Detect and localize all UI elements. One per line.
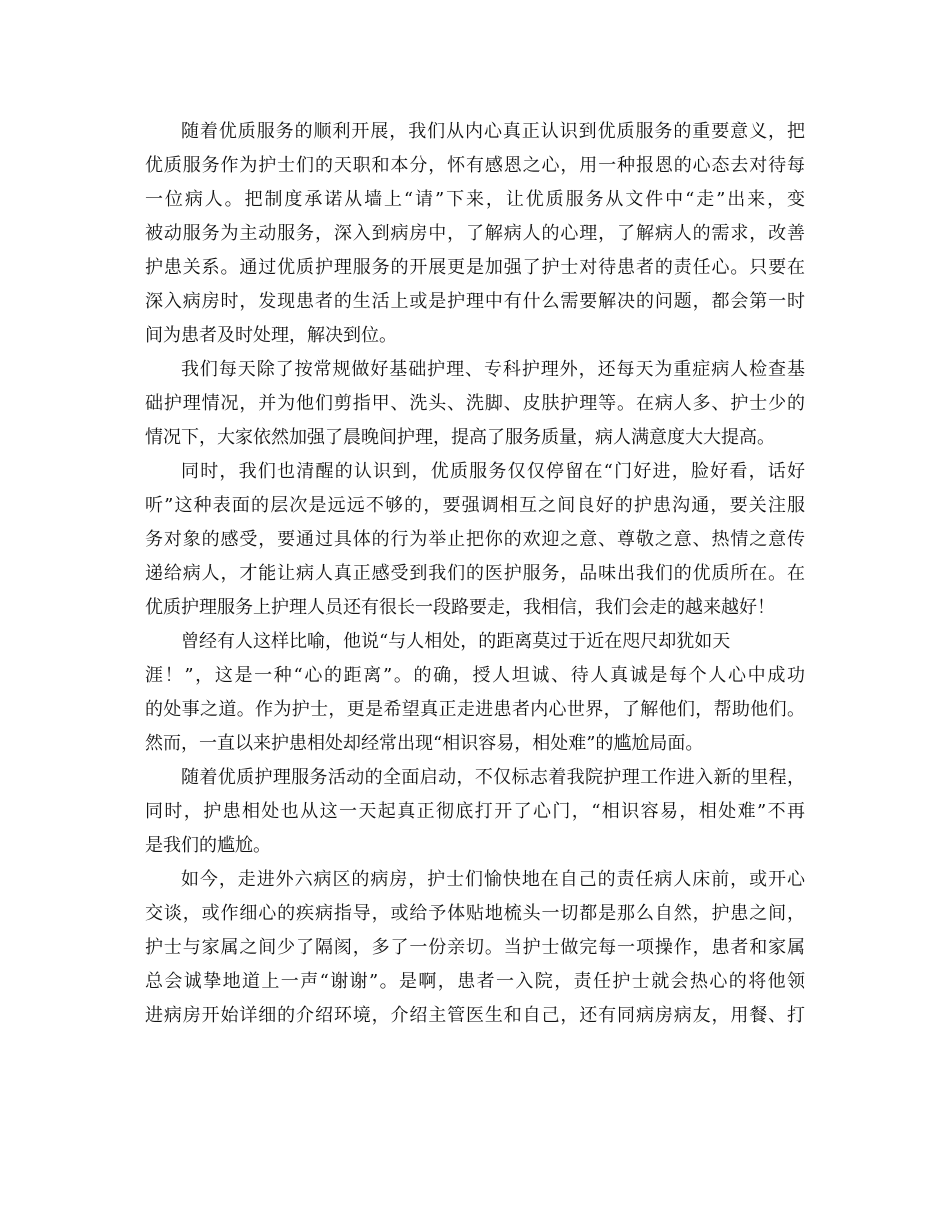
text-line: 一位病人。把制度承诺从墙上“请”下来，让优质服务从文件中“走”出来，变: [145, 189, 805, 210]
text-line: 听”这种表面的层次是远远不够的，要强调相互之间良好的护患沟通，要关注服: [145, 495, 805, 516]
text-line: 被动服务为主动服务，深入到病房中，了解病人的心理，了解病人的需求，改善: [145, 223, 805, 244]
text-line: 务对象的感受，要通过具体的行为举止把你的欢迎之意、尊敬之意、热情之意传: [145, 529, 805, 550]
text-line: 护士与家属之间少了隔阂，多了一份亲切。当护士做完每一项操作，患者和家属: [145, 937, 805, 958]
text-line: 情况下，大家依然加强了晨晚间护理，提高了服务质量，病人满意度大大提高。: [145, 427, 775, 448]
text-line: 的处事之道。作为护士，更是希望真正走进患者内心世界，了解他们，帮助他们。: [145, 699, 805, 720]
text-line: 我们每天除了按常规做好基础护理、专科护理外，还每天为重症病人检查基: [181, 359, 805, 380]
text-line: 深入病房时，发现患者的生活上或是护理中有什么需要解决的问题，都会第一时: [145, 291, 805, 312]
text-line: 同时，我们也清醒的认识到，优质服务仅仅停留在“门好进，脸好看，话好: [181, 461, 805, 482]
text-line: 优质服务作为护士们的天职和本分，怀有感恩之心，用一种报恩的心态去对待每: [145, 155, 805, 176]
text-line: 交谈，或作细心的疾病指导，或给予体贴地梳头一切都是那么自然，护患之间，: [145, 903, 805, 924]
text-line: 随着优质服务的顺利开展，我们从内心真正认识到优质服务的重要意义，把: [181, 121, 805, 142]
text-line: 涯！”，这是一种“心的距离”。的确，授人坦诚、待人真诚是每个人心中成功: [145, 665, 805, 686]
text-line: 随着优质护理服务活动的全面启动，不仅标志着我院护理工作进入新的里程，: [181, 767, 805, 788]
text-line: 进病房开始详细的介绍环境，介绍主管医生和自己，还有同病房病友，用餐、打: [145, 1005, 805, 1026]
text-line: 递给病人，才能让病人真正感受到我们的医护服务，品味出我们的优质所在。在: [145, 563, 805, 584]
document-body: [145, 115, 805, 1033]
text-line: 如今，走进外六病区的病房，护士们愉快地在自己的责任病人床前，或开心: [181, 869, 805, 890]
text-line: 总会诚挚地道上一声“谢谢”。是啊，患者一入院，责任护士就会热心的将他领: [145, 971, 805, 992]
text-line: 曾经有人这样比喻，他说“与人相处，的距离莫过于近在咫尺却犹如天: [181, 631, 731, 652]
text-line: 是我们的尴尬。: [145, 835, 271, 856]
text-line: 间为患者及时处理，解决到位。: [145, 325, 397, 346]
text-line: 础护理情况，并为他们剪指甲、洗头、洗脚、皮肤护理等。在病人多、护士少的: [145, 393, 805, 414]
text-line: 护患关系。通过优质护理服务的开展更是加强了护士对待患者的责任心。只要在: [145, 257, 805, 278]
text-line: 同时，护患相处也从这一天起真正彻底打开了心门，“相识容易，相处难”不再: [145, 801, 805, 822]
text-line: 然而，一直以来护患相处却经常出现“相识容易，相处难”的尴尬局面。: [145, 733, 704, 754]
text-line: 优质护理服务上护理人员还有很长一段路要走，我相信，我们会走的越来越好！: [145, 597, 775, 618]
